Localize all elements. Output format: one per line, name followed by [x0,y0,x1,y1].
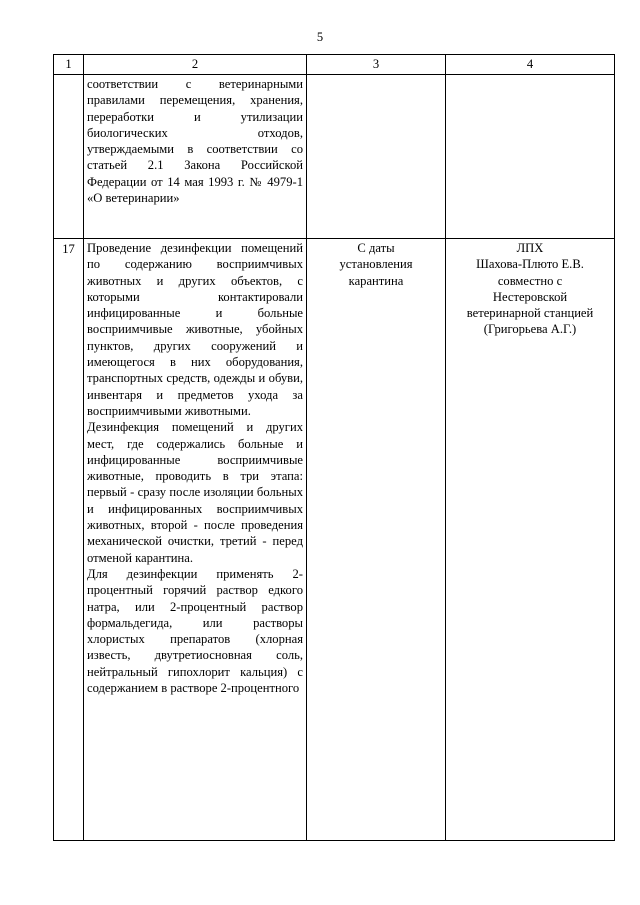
row-number-cell: 17 [54,239,84,841]
responsible-line: совместно с [497,273,563,288]
column-header-2: 2 [84,55,307,75]
table-row-continued [54,75,615,239]
deadline-line: карантина [348,273,404,288]
page-number: 5 [316,30,324,44]
deadline-line: установления [339,257,413,272]
responsible-cell [446,239,615,841]
responsible-line: Нестеровской [492,289,568,304]
responsible-cell [446,75,615,239]
responsible-line: (Григорьева А.Г.) [483,322,577,337]
responsible-line: ЛПХ [516,241,544,255]
measure-description-cell [84,75,307,239]
measure-description-text: соответствии с ветеринарными правилами перемещения, хранения, переработки и утилизации биологических отходов, утверждаемыми в соответствии со статьей 2.1 Закона Российской Федерации от 14 мая 1993 г. № 4979-1 «О ветеринарии» [87,77,303,206]
column-header-3: 3 [307,55,446,75]
measures-table [53,54,615,841]
responsible-line: ветеринарной станцией [466,306,594,321]
column-header-1: 1 [54,55,84,75]
measure-paragraph: Дезинфекция помещений и других мест, где содержались больные и инфицированные восприимчивые животные, проводить в три этапа: первый - сразу после изоляции больных и инфицированных восприимчивых животных, второй - после проведения механической очистки, третий - перед отменой карантина. [87,420,303,565]
row-number-cell [54,75,84,239]
deadline-cell [307,239,446,841]
header-row [54,55,615,75]
table-row-17 [54,239,615,841]
deadline-cell [307,75,446,239]
column-header-4: 4 [446,55,615,75]
deadline-line: С даты [357,241,395,255]
measure-paragraph: Для дезинфекции применять 2-процентный горячий раствор едкого натра, или 2-процентный раствор формальдегида, или растворы хлористых препаратов (хлорная известь, двутретиосновная соль, нейтральный гипохлорит кальция) с содержанием в растворе 2-процентного [87,566,303,696]
measure-description-cell [84,239,307,841]
measure-paragraph: Проведение дезинфекции помещений по содержанию восприимчивых животных и других объектов, с которыми контактировали инфицированные и больные восприимчивые животные, убойных пунктов, других сооружений и имеющегося в них оборудования, транспортных средств, одежды и обуви, инвентаря и предметов ухода за восприимчивыми животными. [87,241,303,418]
responsible-line: Шахова-Плюто Е.В. [476,257,584,272]
